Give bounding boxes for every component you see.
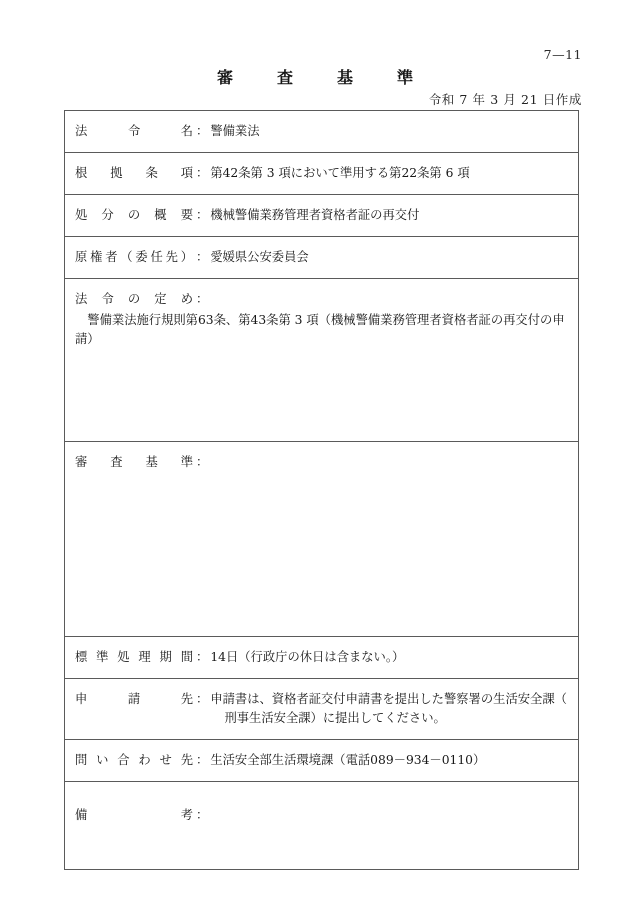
table-row-outline [65, 194, 579, 236]
colon-authority: ： [196, 249, 209, 264]
value-outline: 機械警備業務管理者資格者証の再交付 [210, 207, 420, 222]
label-outline: 処分の概要 [75, 207, 193, 222]
label-criteria: 審査基準 [75, 454, 193, 469]
colon-outline: ： [196, 207, 209, 222]
cell-contact [65, 740, 579, 782]
label-period: 標準処理期間 [75, 649, 193, 664]
cell-law-name [65, 111, 579, 153]
label-remarks: 備考 [75, 808, 193, 823]
value-provision: 警備業法施行規則第63条、第43条第 3 項（機械警備業務管理者資格者証の再交付の申請） [75, 312, 565, 347]
label-contact: 問い合わせ先 [75, 753, 193, 768]
colon-period: ： [196, 649, 209, 664]
label-article: 根拠条項 [75, 165, 193, 180]
table-row-remarks [65, 782, 579, 870]
review-criteria-table [64, 110, 579, 870]
cell-provision [65, 278, 579, 441]
label-apply-to: 申請先 [75, 691, 193, 706]
value-law-name: 警備業法 [210, 124, 260, 138]
colon-criteria: ： [196, 454, 209, 469]
cell-remarks [65, 782, 579, 870]
label-authority: 原権者（委任先） [75, 249, 193, 264]
colon-apply-to: ： [196, 691, 209, 706]
table-row-provision [65, 278, 579, 441]
colon-article: ： [196, 165, 209, 180]
colon-provision: ： [196, 291, 209, 306]
label-law-name: 法令名 [75, 124, 193, 138]
colon-law-name: ： [196, 124, 209, 138]
cell-authority [65, 236, 579, 278]
table-row-contact [65, 740, 579, 782]
value-apply-to [210, 690, 570, 730]
value-apply-to-line1: 申請書は、資格者証交付申請書を提出した警察署の生活安全課（ [210, 691, 567, 706]
table-row-article [65, 152, 579, 194]
value-authority: 愛媛県公安委員会 [210, 249, 309, 264]
cell-article [65, 152, 579, 194]
page-title: 審 査 基 準 [216, 68, 427, 87]
value-contact: 生活安全部生活環境課（電話089－934－0110） [210, 753, 486, 768]
table-row-authority [65, 236, 579, 278]
label-provision: 法令の定め [75, 291, 193, 306]
cell-outline [65, 194, 579, 236]
page-number: 7—11 [543, 47, 582, 62]
cell-criteria [65, 441, 579, 636]
table-row-period [65, 636, 579, 678]
value-article: 第42条第 3 項において準用する第22条第 6 項 [210, 165, 470, 180]
value-apply-to-line2: 刑事生活安全課）に提出してください。 [224, 711, 446, 726]
table-row-criteria [65, 441, 579, 636]
colon-contact: ： [196, 753, 209, 768]
table-row-apply-to [65, 678, 579, 740]
cell-apply-to [65, 678, 579, 740]
colon-remarks: ： [196, 808, 209, 823]
value-period: 14日（行政庁の休日は含まない。） [210, 649, 405, 664]
created-date: 令和 7 年 3 月 21 日作成 [428, 92, 582, 107]
cell-period [65, 636, 579, 678]
table-row-law-name [65, 111, 579, 153]
